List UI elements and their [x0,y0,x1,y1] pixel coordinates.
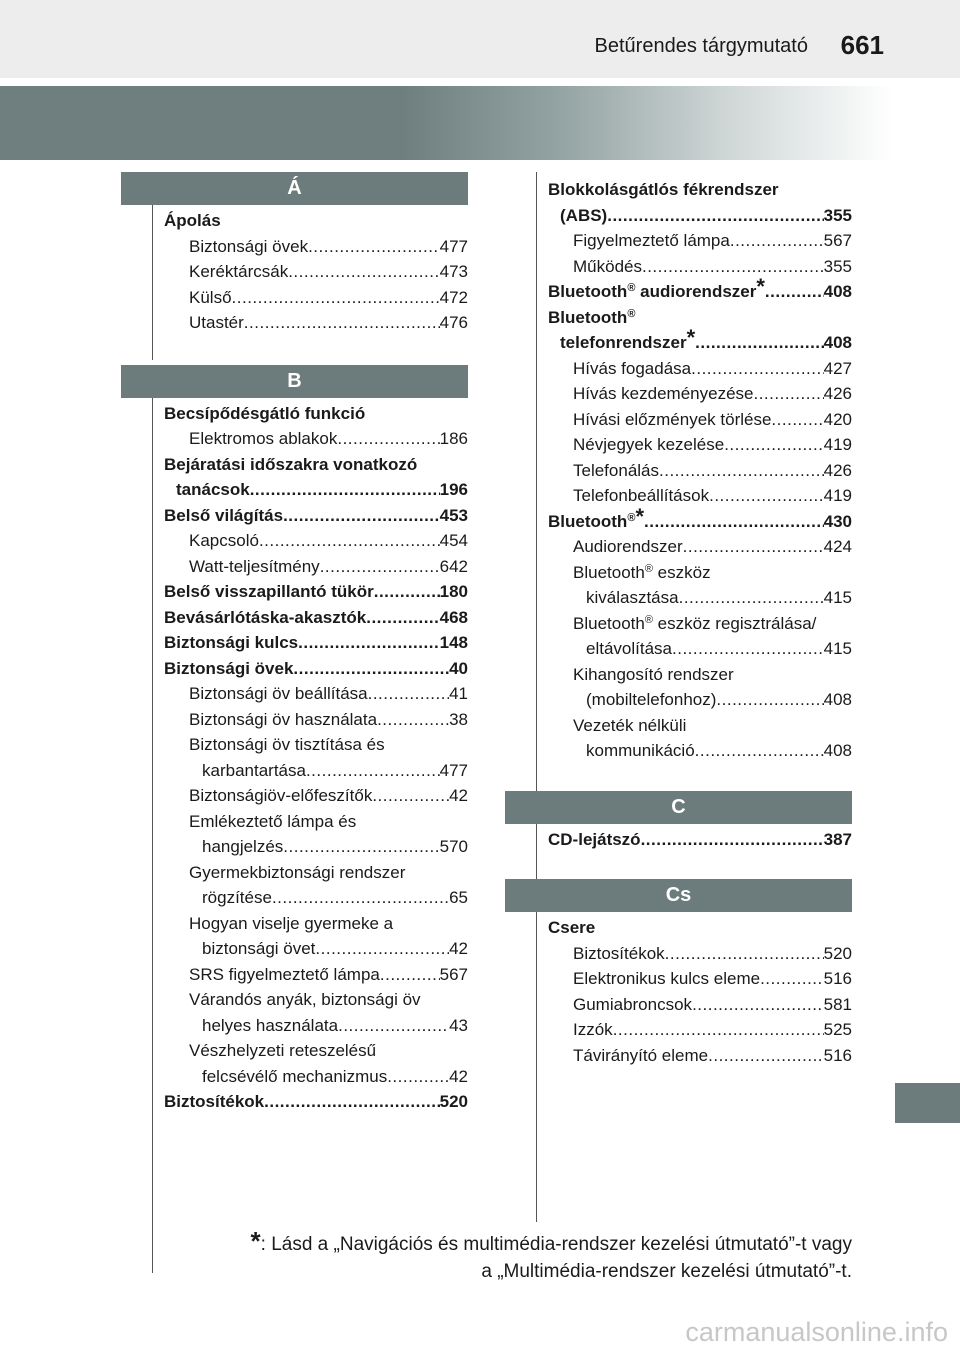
index-entry[interactable]: hangjelzés ..... 570 [164,834,468,860]
index-entry[interactable]: karbantartása ..... 477 [164,758,468,784]
index-column-right [505,172,852,1068]
index-entry[interactable]: Becsípődésgátló funkció [164,403,366,423]
index-entry[interactable]: Belső visszapillantó tükör ..... 180 [164,579,468,605]
index-column-left [121,172,468,1115]
footnote-line-2: a „Multimédia-rendszer kezelési útmutató”-t. [481,1261,852,1282]
index-entry[interactable]: Vészhelyzeti reteszelésű [189,1041,377,1060]
section-header-b: B [121,365,468,398]
index-entry[interactable]: Elektromos ablakok ..... 186 [164,426,468,452]
index-entry[interactable]: Működés ..... 355 [548,254,852,280]
index-entry[interactable]: Watt-teljesítmény ..... 642 [164,554,468,580]
index-entry[interactable]: (mobiltelefonhoz) ..... 408 [548,687,852,713]
index-entry[interactable]: Vezeték nélküli [573,715,687,735]
index-entry[interactable]: Csere [548,918,596,937]
chapter-tab [895,1083,960,1123]
index-entry[interactable]: Bluetooth® eszköz regisztrálása/ [573,613,817,633]
footnote-asterisk: * [250,1226,261,1256]
index-entry[interactable]: Hogyan viselje gyermeke a [189,913,394,933]
page-number: 661 [840,30,884,60]
index-entry[interactable]: Biztonsági öv beállítása ..... 41 [164,681,468,707]
index-entry[interactable]: Gyermekbiztonsági rendszer [189,862,406,882]
watermark: carmanualsonline.info [685,1317,948,1347]
index-entry[interactable]: Bejáratási időszakra vonatkozó [164,454,418,474]
index-entry[interactable]: kiválasztása ..... 415 [548,585,852,611]
index-entry[interactable]: Blokkolásgátlós fékrendszer [548,180,779,199]
index-entry[interactable]: Telefonálás ..... 426 [548,458,852,484]
index-entry[interactable]: Elektronikus kulcs eleme ..... 516 [548,966,852,992]
index-entry[interactable]: Bevásárlótáska-akasztók ..... 468 [164,605,468,631]
index-entry[interactable]: Figyelmeztető lámpa ..... 567 [548,228,852,254]
index-entry[interactable]: Emlékeztető lámpa és [189,811,357,831]
index-entry[interactable]: Bluetooth® audiorendszer* ..... 408 [548,279,852,305]
index-entry[interactable]: eltávolítása ..... 415 [548,636,852,662]
index-entry[interactable]: Külső ..... 472 [164,285,468,311]
header-strip [0,0,960,78]
index-entry[interactable]: kommunikáció ..... 408 [548,738,852,764]
footnote [132,1226,852,1285]
index-entry[interactable]: Névjegyek kezelése ..... 419 [548,432,852,458]
index-entry[interactable]: Biztosítékok ..... 520 [548,941,852,967]
index-entry[interactable]: Bluetooth® [548,307,636,327]
index-entry[interactable]: Távirányító eleme ..... 516 [548,1043,852,1069]
index-entry[interactable]: Biztonságiöv-előfeszítők ..... 42 [164,783,468,809]
index-entry[interactable]: CD-lejátszó ..... 387 [548,827,852,853]
index-entry[interactable]: biztonsági övet ..... 42 [164,936,468,962]
index-entry[interactable]: Hívási előzmények törlése ..... 420 [548,407,852,433]
index-entry[interactable]: SRS figyelmeztető lámpa ..... 567 [164,962,468,988]
index-entry[interactable]: Biztonsági övek ..... 477 [164,234,468,260]
section-header-c: C [505,791,852,824]
index-entry[interactable]: Biztosítékok ..... 520 [164,1089,468,1115]
index-entry[interactable]: Bluetooth®* ..... 430 [548,509,852,535]
index-entry[interactable]: Izzók ..... 525 [548,1017,852,1043]
index-entry[interactable]: Biztonsági öv használata ..... 38 [164,707,468,733]
index-entry[interactable]: tanácsok ..... 196 [164,477,468,503]
index-entry[interactable]: Hívás fogadása ..... 427 [548,356,852,382]
section-header-cs: Cs [505,879,852,912]
index-entry[interactable]: felcsévélő mechanizmus ..... 42 [164,1064,468,1090]
index-entry[interactable]: rögzítése ..... 65 [164,885,468,911]
index-entry[interactable]: Várandós anyák, biztonsági öv [189,990,421,1009]
index-entry[interactable]: Biztonsági öv tisztítása és [189,735,385,754]
index-entry[interactable]: Hívás kezdeményezése ..... 426 [548,381,852,407]
header-banner [0,86,960,160]
page-title: Betűrendes tárgymutató [594,35,808,57]
index-entry[interactable]: Ápolás [164,211,221,230]
index-entry[interactable]: Keréktárcsák ..... 473 [164,259,468,285]
index-entry[interactable]: Bluetooth® eszköz [573,562,711,582]
footnote-line-1: : Lásd a „Navigációs és multimédia-rendszer kezelési útmutató”-t vagy [260,1234,852,1255]
index-entry[interactable]: Kapcsoló ..... 454 [164,528,468,554]
index-entry[interactable]: Belső világítás ..... 453 [164,503,468,529]
index-entry[interactable]: (ABS) ..... 355 [548,203,852,229]
index-entry[interactable]: Gumiabroncsok ..... 581 [548,992,852,1018]
index-entry[interactable]: Biztonsági kulcs ..... 148 [164,630,468,656]
index-entry[interactable]: Kihangosító rendszer [573,664,734,684]
index-entry[interactable]: Biztonsági övek ..... 40 [164,656,468,682]
index-entry[interactable]: Utastér ..... 476 [164,310,468,336]
section-header-a: Á [121,172,468,205]
index-entry[interactable]: Telefonbeállítások ..... 419 [548,483,852,509]
index-entry[interactable]: helyes használata ..... 43 [164,1013,468,1039]
index-entry[interactable]: telefonrendszer* ..... 408 [548,330,852,356]
index-entry[interactable]: Audiorendszer ..... 424 [548,534,852,560]
